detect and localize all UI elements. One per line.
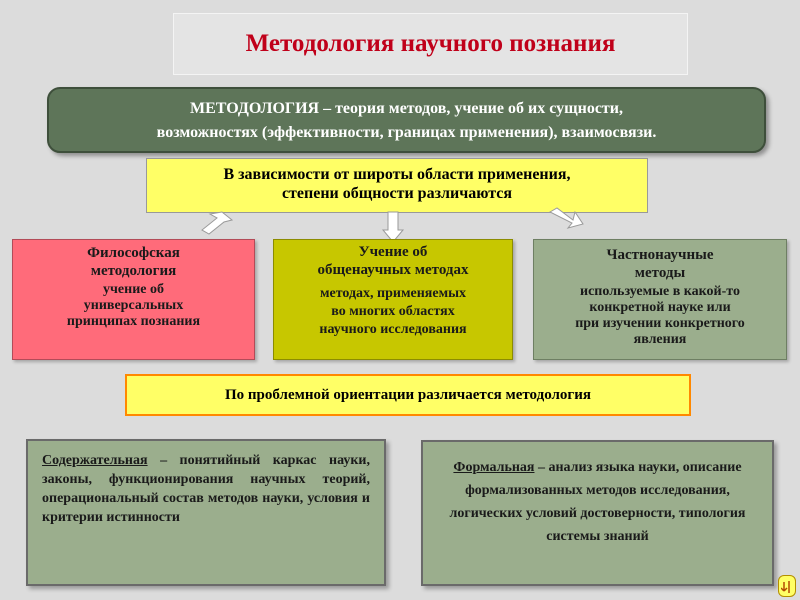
content-methodology-box [26, 439, 386, 586]
specific-title [540, 246, 780, 282]
specific-desc-line-2: конкретной науке или [589, 300, 731, 315]
general-desc-line-1: методах, применяемых [319, 286, 467, 301]
specific-desc-line-4: явления [633, 332, 687, 347]
scope-line-1: В зависимости от широты области применения, [223, 166, 571, 183]
general-desc-line-3: научного исследования [319, 322, 467, 337]
return-arrow-icon [781, 580, 793, 594]
general-title-line-2: общенаучных методах [317, 262, 469, 278]
formal-methodology-box [421, 440, 774, 586]
arrow-to-philosophy [202, 212, 232, 234]
philosophy-title-line-1: Философская [87, 245, 180, 261]
problem-orientation-text: По проблемной ориентации различается методология [225, 386, 591, 403]
specific-title-line-1: Частнонаучные [606, 247, 714, 263]
arrow-to-specific [550, 208, 583, 228]
formal-methodology-term: Формальная [453, 460, 535, 475]
scope-line-2: степени общности различаются [281, 185, 513, 202]
arrow-to-general [383, 212, 403, 242]
philosophy-title-line-2: методология [90, 263, 177, 279]
general-title-line-1: Учение об [358, 244, 428, 260]
specific-scientific-methods-box [533, 239, 787, 360]
philosophy-methodology-box [12, 239, 255, 360]
philosophy-desc-line-1: учение об [103, 282, 164, 297]
content-methodology-text: – понятийный каркас науки, законы, функционирования научных теорий, операциональный состав методов науки, условия и критерии истинности [42, 453, 370, 525]
philosophy-description [27, 282, 240, 330]
general-title [280, 243, 506, 279]
philosophy-desc-line-2: универсальных [83, 298, 184, 313]
specific-desc-line-3: при изучении конкретного [575, 316, 745, 331]
content-methodology-term: Содержательная [42, 453, 148, 468]
formal-methodology-text: – анализ языка науки, описание формализованных методов исследования, логических условий достоверности, типология системы знаний [449, 460, 746, 544]
slide-nav-button[interactable] [778, 575, 796, 597]
page-title: Методология научного познания [245, 30, 616, 57]
definition-line-1: МЕТОДОЛОГИЯ – теория методов, учение об их сущности, [189, 100, 624, 117]
specific-description [540, 284, 780, 348]
general-description [280, 285, 506, 339]
philosophy-title [27, 244, 240, 280]
specific-desc-line-1: используемые в какой-то [580, 284, 740, 299]
general-scientific-methods-box [273, 239, 513, 360]
problem-orientation-box [125, 374, 691, 416]
philosophy-desc-line-3: принципах познания [66, 314, 201, 329]
definition-line-2: возможностях (эффективности, границах применения), взаимосвязи. [156, 124, 657, 141]
specific-title-line-2: методы [634, 265, 686, 281]
general-desc-line-2: во многих областях [331, 304, 455, 319]
